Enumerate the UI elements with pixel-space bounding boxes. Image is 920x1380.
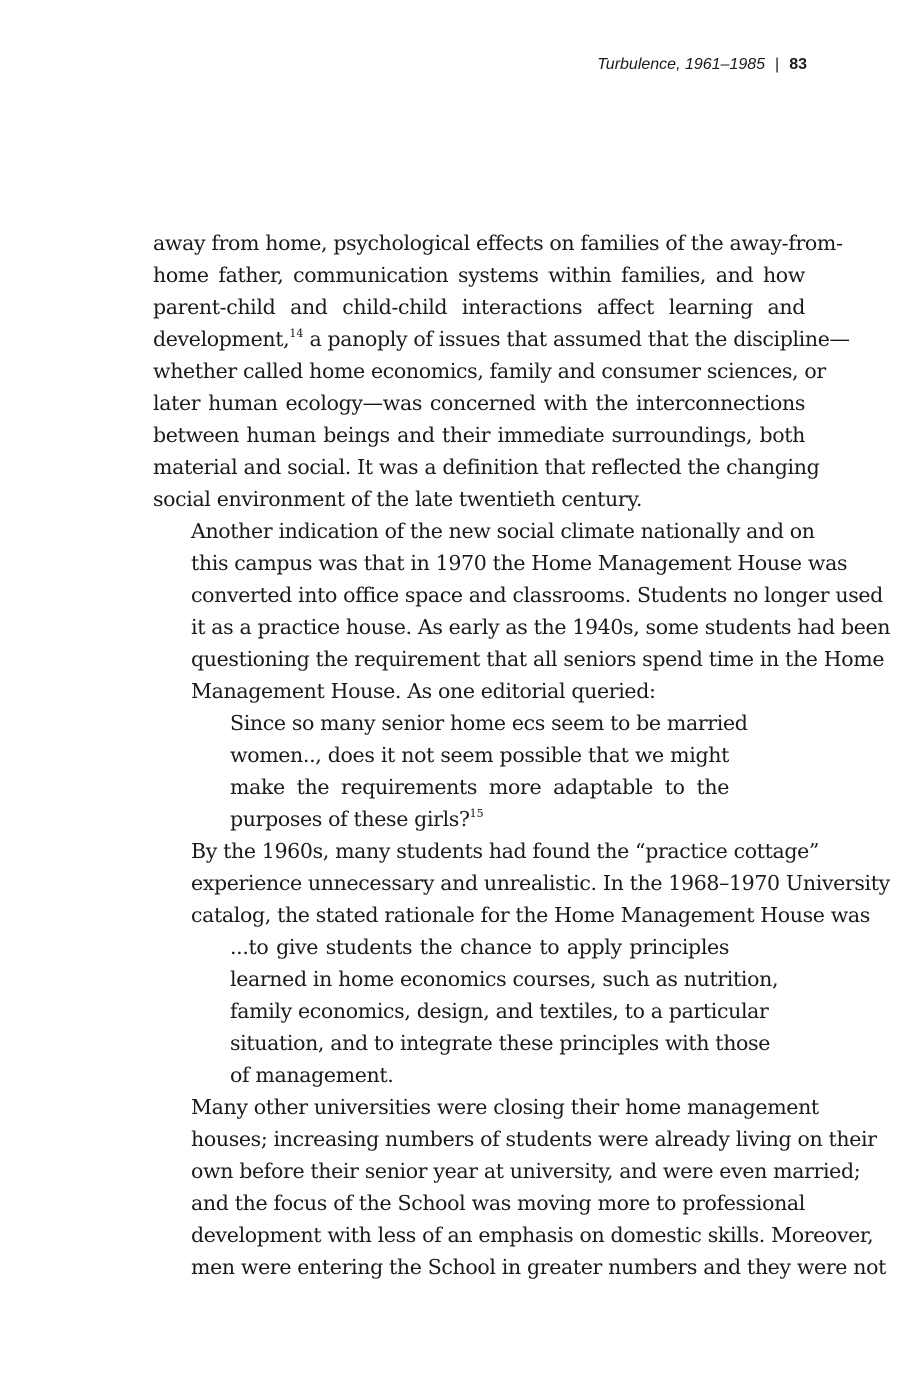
block-quote-catalog [230, 931, 779, 1091]
block-quote-editorial [230, 707, 748, 835]
text-line: development with less of an emphasis on domestic skills. Moreover, [191, 1223, 874, 1247]
text-line: catalog, the stated rationale for the Home Management House was [191, 903, 870, 927]
quote-line: ...to give students the chance to apply principles [230, 935, 729, 959]
footnote-ref-14: 14 [289, 327, 304, 340]
text-line: own before their senior year at university, and were even married; [191, 1159, 861, 1183]
quote-line: family economics, design, and textiles, to a particular [230, 999, 769, 1023]
text-run: development, [153, 327, 290, 351]
text-line: parent-child and child-child interactions affect learning and [153, 295, 805, 319]
text-line [153, 323, 850, 355]
running-head-title: Turbulence, 1961–1985 [597, 56, 766, 73]
text-line: later human ecology—was concerned with the interconnections [153, 391, 805, 415]
text-line: By the 1960s, many students had found the “practice cottage” [191, 839, 820, 863]
quote-line: of management. [230, 1063, 394, 1087]
quote-line: make the requirements more adaptable to the [230, 775, 729, 799]
text-line: converted into office space and classrooms. Students no longer used [191, 583, 883, 607]
text-line: away from home, psychological effects on families of the away-from- [153, 231, 843, 255]
text-line: houses; increasing numbers of students were already living on their [191, 1127, 877, 1151]
text-line: Many other universities were closing their home management [191, 1095, 819, 1119]
text-line: it as a practice house. As early as the 1940s, some students had been [191, 615, 891, 639]
text-line: between human beings and their immediate surroundings, both [153, 423, 805, 447]
text-line: and the focus of the School was moving more to professional [191, 1191, 805, 1215]
paragraph-2 [153, 515, 891, 707]
page-number: 83 [789, 56, 807, 73]
text-line: material and social. It was a definition that reflected the changing [153, 455, 820, 479]
text-line: experience unnecessary and unrealistic. In the 1968–1970 University [191, 871, 890, 895]
text-line: questioning the requirement that all seniors spend time in the Home [191, 647, 885, 671]
quote-line: situation, and to integrate these principles with those [230, 1031, 770, 1055]
text-line: home father, communication systems within families, and how [153, 263, 805, 287]
quote-line: women.., does it not seem possible that we might [230, 743, 729, 767]
text-line: men were entering the School in greater numbers and they were not [191, 1255, 886, 1279]
body-text [153, 227, 891, 1283]
text-line: whether called home economics, family and consumer sciences, or [153, 359, 826, 383]
quote-line: Since so many senior home ecs seem to be married [230, 711, 748, 735]
text-line: social environment of the late twentieth century. [153, 487, 643, 511]
text-line: this campus was that in 1970 the Home Management House was [191, 551, 848, 575]
running-head [597, 53, 807, 77]
text-run: purposes of these girls? [230, 807, 470, 831]
text-run: a panoply of issues that assumed that the discipline— [303, 327, 850, 351]
text-line: Another indication of the new social climate nationally and on [191, 519, 815, 543]
footnote-ref-15: 15 [469, 807, 484, 820]
paragraph-4 [153, 1091, 886, 1283]
quote-line [230, 803, 729, 835]
paragraph-3 [153, 835, 890, 931]
text-line: Management House. As one editorial queried: [191, 679, 656, 703]
paragraph-1 [153, 227, 850, 515]
running-head-separator: | [775, 56, 780, 73]
quote-line: learned in home economics courses, such as nutrition, [230, 967, 779, 991]
